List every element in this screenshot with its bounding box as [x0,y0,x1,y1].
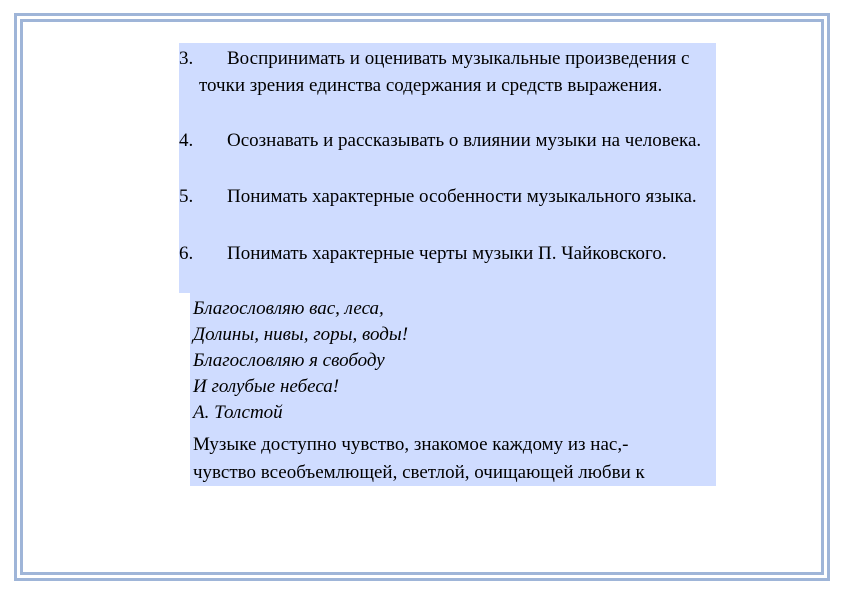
objectives-list [179,43,716,293]
list-item-number: 3. [179,48,194,69]
poem-line: И голубые небеса! [193,376,340,397]
list-item-number: 5. [179,186,194,207]
list-item-text: Осознавать и рассказывать о влиянии музыки на человека. [227,130,702,151]
list-item [179,45,709,99]
list-item-number: 6. [179,243,194,264]
list-item-text: Понимать характерные черты музыки П. Чайковского. [227,243,667,264]
list-item [179,240,709,267]
list-item-text: Понимать характерные особенности музыкального языка. [227,186,697,207]
quote-block [190,293,716,486]
list-item [179,183,709,210]
prose-line: чувство всеобъемлющей, светлой, очищающей любви к [193,462,645,483]
list-item-text: Воспринимать и оценивать музыкальные произведения с точки зрения единства содержания и средств выражения. [199,48,690,96]
poem-line: Долины, нивы, горы, воды! [193,324,409,345]
poem-author: А. Толстой [193,402,283,423]
poem-line: Благословляю я свободу [193,350,385,371]
prose-line: Музыке доступно чувство, знакомое каждому из нас,- [193,434,629,455]
poem-line: Благословляю вас, леса, [193,298,384,319]
list-item-number: 4. [179,130,194,151]
list-item [179,127,709,154]
